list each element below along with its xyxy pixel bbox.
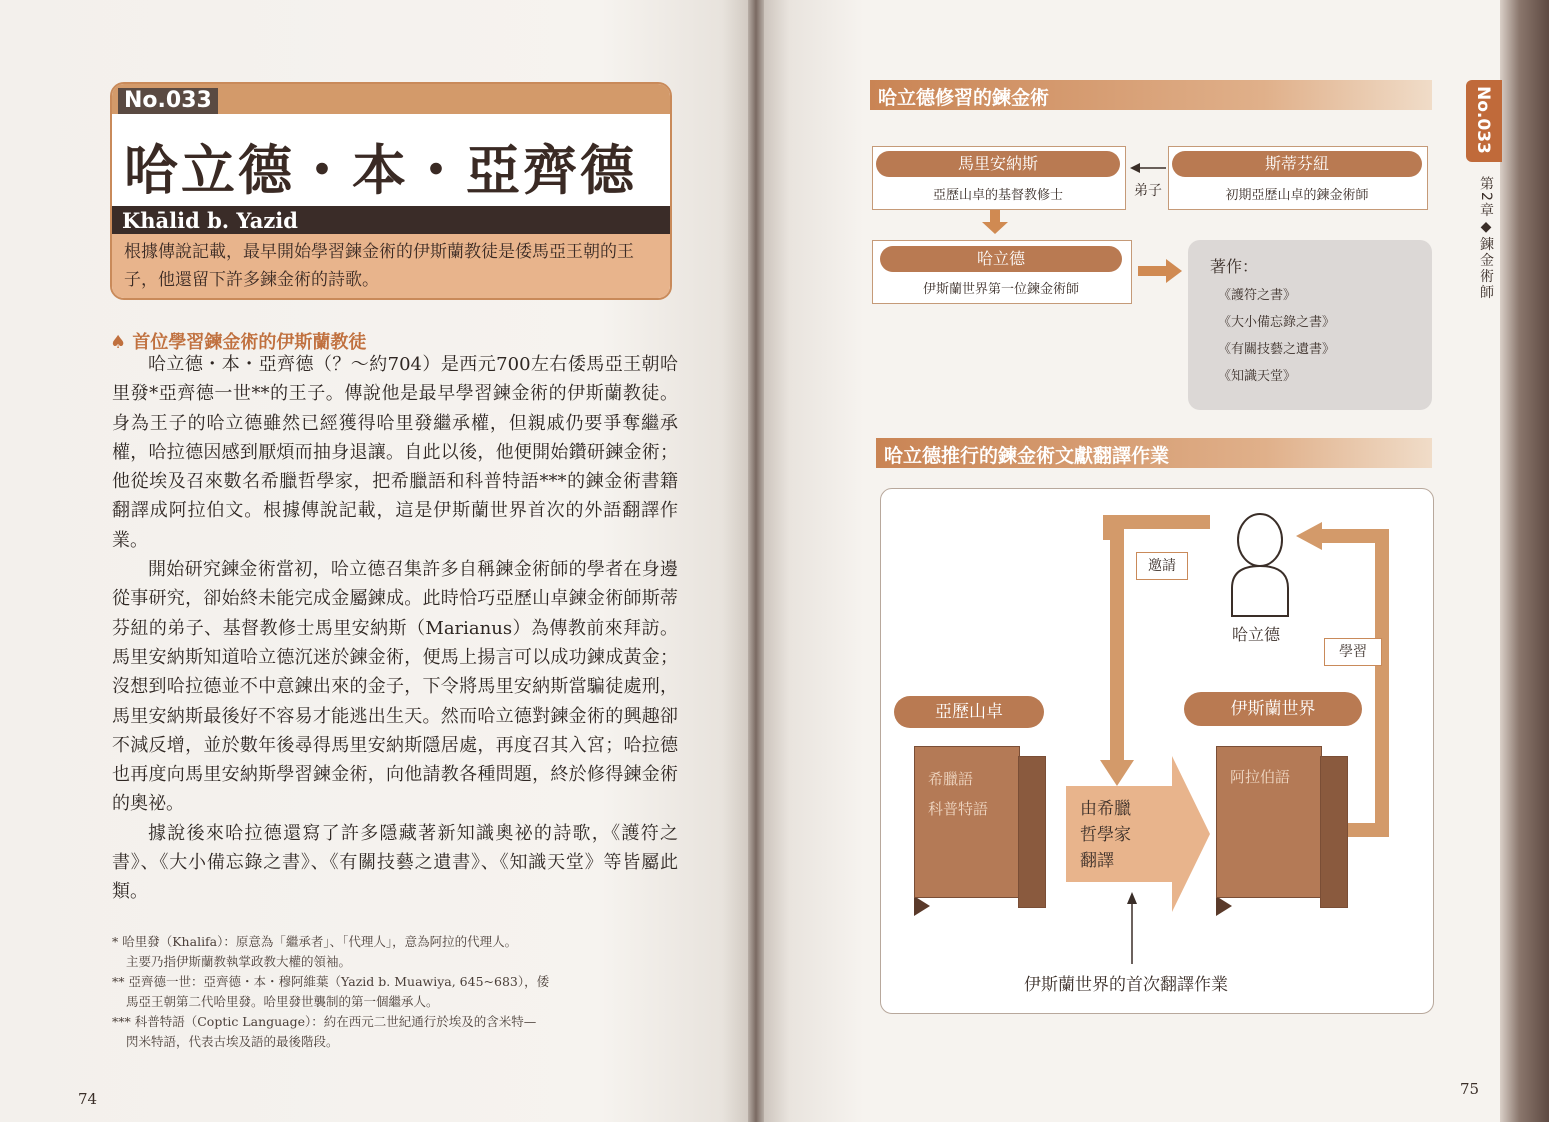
work-item: 《知識天堂》 — [1218, 369, 1297, 384]
alexandria-label: 亞歷山卓 — [894, 696, 1044, 728]
islam-world-label: 伊斯蘭世界 — [1184, 692, 1362, 726]
footnote-line: 馬亞王朝第二代哈里發。哈里發世襲制的第一個繼承人。 — [126, 994, 439, 1009]
diagram-caption: 伊斯蘭世界的首次翻譯作業 — [1024, 975, 1228, 995]
works-title: 著作： — [1210, 257, 1259, 276]
translation-note-line: 翻譯 — [1080, 851, 1114, 871]
source-language: 希臘語 — [928, 770, 974, 788]
khalid-name: 哈立德 — [880, 246, 1122, 272]
chapter-label: 第2章◆鍊金術師 — [1478, 176, 1494, 301]
learn-label: 學習 — [1324, 638, 1382, 666]
work-item: 《大小備忘錄之書》 — [1218, 315, 1336, 330]
page-title: 哈立德・本・亞齊德 — [124, 139, 637, 202]
person-label: 哈立德 — [1232, 625, 1281, 644]
side-tab-text: No.033 — [1473, 86, 1493, 154]
section1-title: 哈立德修習的鍊金術 — [878, 87, 1050, 109]
latin-name: Khālid b. Yazid — [122, 208, 298, 233]
page-number-left: 74 — [78, 1090, 98, 1108]
translation-note-line: 哲學家 — [1080, 825, 1131, 845]
stephanos-desc: 初期亞歷山卓的鍊金術師 — [1225, 188, 1369, 203]
translation-note-line: 由希臘 — [1080, 799, 1131, 819]
footnote-line: 主要乃指伊斯蘭教執掌政教大權的領袖。 — [126, 954, 352, 969]
entry-number-tag: No.033 — [118, 88, 218, 114]
footnote-line: 閃米特語，代表古埃及語的最後階段。 — [126, 1034, 339, 1049]
section2-title: 哈立德推行的鍊金術文獻翻譯作業 — [884, 445, 1170, 467]
paragraph: 據說後來哈拉德還寫了許多隱藏著新知識奧祕的詩歌，《護符之書》、《大小備忘錄之書》、《有關技藝之遺書》、《知識天堂》等皆屬此類。 — [112, 822, 678, 903]
translation-note — [1080, 796, 1131, 874]
caption-arrow — [1127, 892, 1137, 964]
footnote-line: *** 科普特語（Coptic Language）：約在西元二世紀通行於埃及的含米特— — [112, 1014, 537, 1029]
summary-text: 根據傳說記載，最早開始學習鍊金術的伊斯蘭教徒是倭馬亞王朝的王子，他還留下許多鍊金術的詩歌。 — [124, 242, 634, 290]
target-book-side — [1320, 756, 1348, 908]
stephanos-name: 斯蒂芬紐 — [1172, 151, 1422, 177]
source-book-side — [1018, 756, 1046, 908]
paragraph: 開始研究鍊金術當初，哈立德召集許多自稱鍊金術師的學者在身邊從事研究，卻始終未能完成金屬鍊成。此時恰巧亞歷山卓鍊金術師斯蒂芬紐的弟子、基督教修士馬里安納斯（Marianus）為傳教前來拜訪。馬里安納斯知道哈立德沉迷於鍊金術，便馬上揚言可以成功鍊成黃金；沒想到哈拉德並不中意鍊出來的金子，下令將馬里安納斯當騙徒處刑，馬里安納斯最後好不容易才能逃出生天。然而哈立德對鍊金術的興趣卻不減反增，並於數年後尋得馬里安納斯隱居處，再度召其入宮；哈拉德也再度向馬里安納斯學習鍊金術，向他請教各種問題，終於修得鍊金術的奧祕。 — [112, 559, 678, 815]
marianus-desc: 亞歷山卓的基督教修士 — [932, 188, 1063, 203]
spade-icon: ♠ — [110, 332, 133, 353]
book-page-edges — [914, 896, 1232, 916]
paragraph: 哈立德・本・亞齊德（？～約704）是西元700左右倭馬亞王朝哈里發*亞齊德一世**的王子。傳說他是最早學習鍊金術的伊斯蘭教徒。身為王子的哈立德雖然已經獲得哈里發繼承權，但親戚仍要爭奪繼承權，哈拉德因感到厭煩而抽身退讓。自此以後，他便開始鑽研鍊金術；他從埃及召來數名希臘哲學家，把希臘語和科普特語***的鍊金術書籍翻譯成阿拉伯文。根據傳說記載，這是伊斯蘭世界首次的外語翻譯作業。 — [112, 354, 678, 551]
work-item: 《有關技藝之遺書》 — [1218, 342, 1336, 357]
khalid-desc: 伊斯蘭世界第一位鍊金術師 — [922, 282, 1079, 297]
relation-label: 弟子 — [1134, 183, 1162, 199]
section-heading-text: 首位學習鍊金術的伊斯蘭教徒 — [132, 332, 367, 353]
person-icon — [1232, 514, 1288, 616]
footnote-line: ** 亞齊德一世：亞齊德・本・穆阿維葉（Yazid b. Muawiya, 645~683），倭 — [112, 974, 550, 989]
target-language: 阿拉伯語 — [1230, 768, 1291, 786]
footnote-line: * 哈里發（Khalifa）：原意為「繼承者」、「代理人」，意為阿拉的代理人。 — [112, 934, 518, 949]
source-language: 科普特語 — [928, 800, 989, 818]
page-number-right: 75 — [1460, 1080, 1480, 1098]
marianus-name: 馬里安納斯 — [876, 151, 1120, 177]
invite-label: 邀請 — [1136, 552, 1188, 580]
work-item: 《護符之書》 — [1218, 288, 1297, 303]
